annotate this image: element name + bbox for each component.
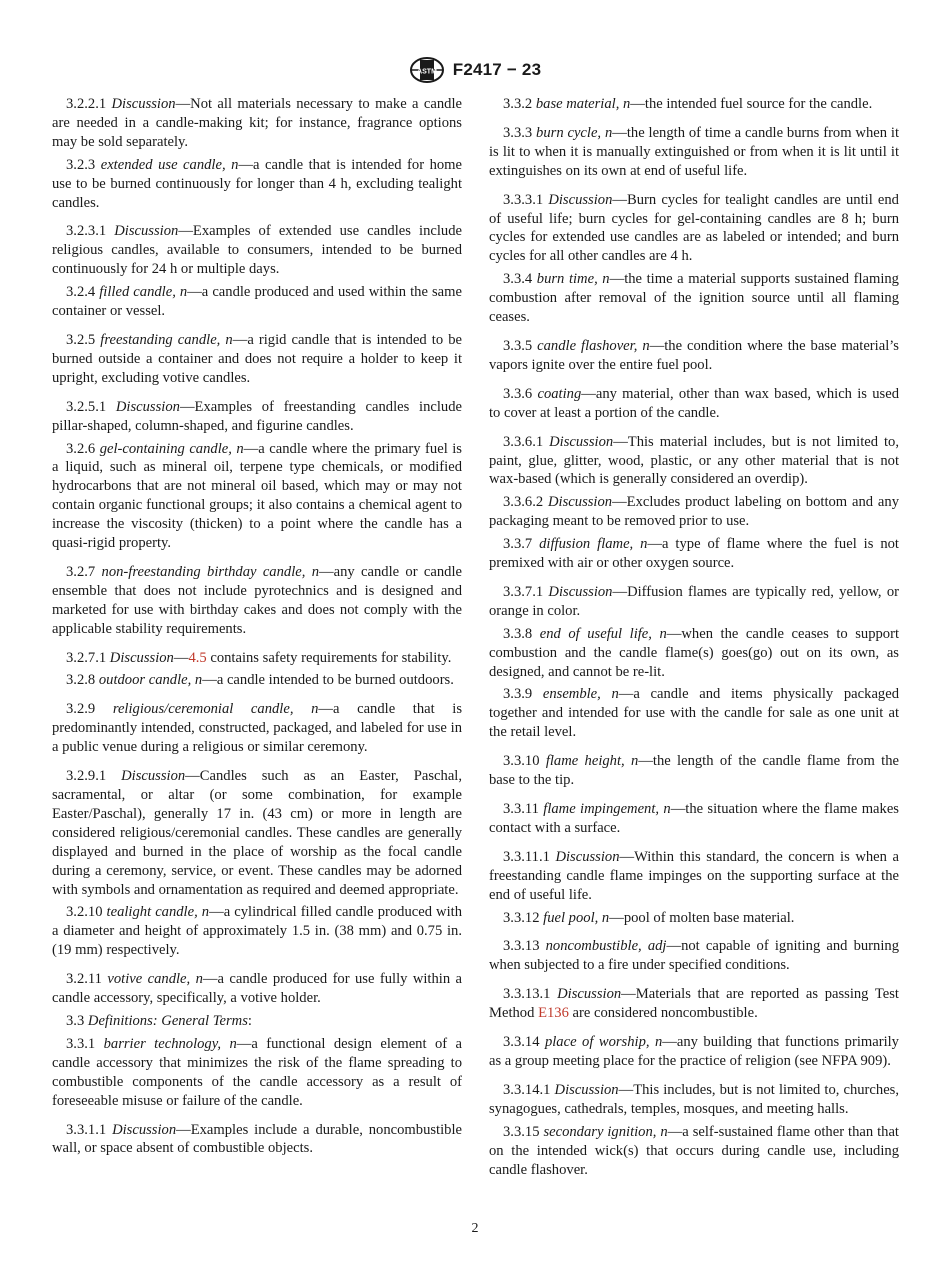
definition-text: contains safety requirements for stability. <box>206 649 452 666</box>
definition-text: any candle or candle ensemble that does not include pyrotechnics and is designed and marketed for use with birthday cakes and does not comply with the applicable stability requirements. <box>52 563 462 637</box>
definition-text: a candle that is intended for home use to be burned continuously for longer than 4 h, excluding tealight candles. <box>52 156 463 211</box>
em-dash: — <box>238 156 254 173</box>
definition-text: a type of flame where the fuel is not premixed with air or other oxygen source. <box>489 536 899 572</box>
em-dash: — <box>612 124 627 141</box>
em-dash: — <box>638 753 653 770</box>
defined-term: secondary ignition, n <box>543 1123 668 1140</box>
paragraph-3-3-5 <box>489 337 899 375</box>
definition-text: a cylindrical filled candle produced with a diameter and height of approximately 1.5 in. (38 mm) and 0.75 in. (19 mm) respectively. <box>52 904 462 959</box>
definition-text: Examples include a durable, noncombustible wall, or space absent of combustible objects. <box>52 1121 462 1157</box>
section-number: 3.2.3 <box>66 156 96 173</box>
section-number: 3.3.15 <box>503 1123 540 1140</box>
section-number: 3.3.7.1 <box>503 583 544 600</box>
page-number: 2 <box>471 1221 479 1236</box>
paragraph-3-2-6 <box>52 440 462 553</box>
definition-text: the condition where the base material’s vapors ignite over the entire fuel pool. <box>489 337 899 373</box>
defined-term: Discussion <box>557 986 622 1003</box>
section-number: 3.3.2 <box>503 96 533 112</box>
paragraph-3-2-5-1 <box>52 398 462 436</box>
definition-text: Candles such as an Easter, Paschal, sacramental, or altar (or some combination, for example Easter/Paschal), generally 17 in. (43 cm) or more in length are considered religious/ceremonial candles. These candles are generally displayed and burned in the place of worship as the focal candle during a ceremony, service, or event. These candles may be adorned with symbols and ornamentation as required and deemed appropriate. <box>52 768 462 898</box>
paragraph-3-3-10 <box>489 752 899 790</box>
definition-text: are considered noncombustible. <box>568 1005 758 1022</box>
em-dash: — <box>670 801 686 817</box>
paragraph-3-3-2 <box>489 95 899 114</box>
definition-text: Burn cycles for tealight candles are until end of useful life; burn cycles for gel-containing candles are 8 h; burn cycles for extended use candles are as labeled or intended; and burn cycles for all other candles are 4 h. <box>489 191 899 265</box>
paragraph-3-2-5 <box>52 331 462 388</box>
paragraph-3-3-12 <box>489 909 899 928</box>
paragraph-3-3-11-1 <box>489 848 899 905</box>
definition-text: a candle and items physically packaged together and intended for use with the candle for sale as one unit at the retail level. <box>489 686 899 741</box>
section-number: 3.2.9.1 <box>66 768 107 785</box>
defined-term: outdoor candle, n <box>98 672 203 689</box>
em-dash: — <box>649 337 665 354</box>
left-column <box>52 95 462 1162</box>
definition-text: Diffusion flames are typically red, yellow, or orange in color. <box>489 583 900 619</box>
section-number: 3.3.6.2 <box>503 494 544 511</box>
section-number: 3.3.9 <box>503 686 533 703</box>
em-dash: — <box>609 271 625 288</box>
right-column <box>489 95 899 1183</box>
section-number: 3.3.11.1 <box>503 848 550 865</box>
paragraph-3-2-9 <box>52 700 462 757</box>
defined-term: votive candle, n <box>107 971 203 988</box>
defined-term: candle flashover, n <box>537 337 650 354</box>
defined-term: flame height, n <box>545 753 639 770</box>
section-number: 3.2.9 <box>66 701 96 718</box>
definition-text: Examples of extended use candles include religious candles, available to consumers, intended to be burned continuously for 24 h or multiple days. <box>52 223 462 278</box>
em-dash: — <box>618 686 634 703</box>
definition-text: Examples of freestanding candles include pillar-shaped, column-shaped, and figurine candles. <box>52 398 462 434</box>
definition-text: the length of time a candle burns from when it is lit to when it is manually extinguished or from when it is lit until it extinguishes on its own at end of useful life. <box>489 124 900 179</box>
definition-text: a functional design element of a candle accessory that minimizes the risk of the flame spreading to combustible components of the candle accessory as a result of foreseeable misuse or failure of the candle. <box>52 1035 462 1109</box>
defined-term: Discussion <box>548 494 613 511</box>
section-number: 3.3.12 <box>503 909 540 926</box>
paragraph-3-3-13-1 <box>489 985 899 1023</box>
em-dash: — <box>667 1123 683 1140</box>
em-dash: — <box>319 563 334 580</box>
em-dash: — <box>647 536 663 553</box>
defined-term: Discussion <box>555 848 620 865</box>
defined-term: religious/ceremonial candle, n <box>112 701 319 718</box>
definition-text: the intended fuel source for the candle. <box>644 96 873 112</box>
em-dash: — <box>666 938 682 955</box>
section-number: 3.3.3.1 <box>503 191 544 208</box>
definition-text: Excludes product labeling on bottom and any packaging meant to be removed prior to use. <box>489 494 900 530</box>
definition-text: the time a material supports sustained flaming combustion after removal of the ignition source until all flaming ceases. <box>489 271 899 326</box>
em-dash: — <box>178 223 193 240</box>
paragraph-3-3-8 <box>489 625 899 682</box>
paragraph-3-3-6 <box>489 385 899 423</box>
defined-term: Discussion <box>549 433 614 450</box>
paragraph-3-2-2-1 <box>52 95 462 152</box>
definition-text: when the candle ceases to support combustion and the candle flame(s) goes(go) out on its own, as designed, and cannot be re-lit. <box>489 625 899 680</box>
paragraph-3-2-8 <box>52 671 462 690</box>
definition-text: a candle intended to be burned outdoors. <box>216 672 454 689</box>
defined-term: Discussion <box>109 649 174 666</box>
section-number: 3.3.8 <box>503 625 533 642</box>
definition-text: any building that functions primarily as a group meeting place for the practice of religion (see NFPA 909). <box>489 1034 899 1069</box>
defined-term: Discussion <box>115 398 180 415</box>
em-dash: — <box>612 583 628 600</box>
em-dash: — <box>185 768 200 785</box>
em-dash: — <box>318 701 333 718</box>
section-number: 3.3.4 <box>503 271 533 288</box>
paragraph-3-2-11 <box>52 970 462 1008</box>
section-number: 3.2.6 <box>66 440 96 457</box>
paragraph-3-3-6-2 <box>489 493 899 531</box>
page-header <box>0 55 950 85</box>
paragraph-3-3-13 <box>489 937 899 975</box>
section-number: 3.3.13.1 <box>503 986 551 1003</box>
paragraph-3-2-3-1 <box>52 222 462 279</box>
em-dash: — <box>236 1035 252 1052</box>
section-number: 3.2.7.1 <box>66 649 107 666</box>
defined-term: place of worship, n <box>544 1034 663 1051</box>
section-number: 3.3.6.1 <box>503 433 544 450</box>
paragraph-3-3-1-1 <box>52 1121 462 1159</box>
defined-term: Discussion <box>548 583 613 600</box>
defined-term: barrier technology, n <box>103 1035 237 1052</box>
defined-term: freestanding candle, n <box>100 331 233 348</box>
paragraph-3-2-7 <box>52 563 462 639</box>
section-number: 3.3.1 <box>66 1035 96 1052</box>
definition-text: the situation where the flame makes contact with a surface. <box>489 801 899 836</box>
definition-text: not capable of igniting and burning when subjected to a fire under specified conditions. <box>489 938 899 974</box>
paragraph-3-2-7-1 <box>52 649 462 668</box>
section-number: 3.3.7 <box>503 536 533 553</box>
definition-text: any material, other than wax based, which is used to cover at least a portion of the candle. <box>489 385 899 421</box>
section-number: 3.3.3 <box>503 124 533 141</box>
paragraph-3-3-1 <box>52 1035 462 1111</box>
paragraph-3-3 <box>52 1012 462 1031</box>
em-dash: — <box>202 672 217 689</box>
defined-term: Discussion <box>114 223 179 240</box>
paragraph-3-3-4 <box>489 270 899 327</box>
paragraph-3-3-6-1 <box>489 433 899 490</box>
paragraph-3-3-15 <box>489 1123 899 1180</box>
paragraph-3-2-9-1 <box>52 767 462 899</box>
svg-text:ASTM: ASTM <box>416 68 437 76</box>
em-dash: — <box>232 331 248 348</box>
defined-term: end of useful life, n <box>539 625 667 642</box>
em-dash: — <box>662 1034 677 1051</box>
em-dash: — <box>612 191 627 208</box>
section-number: 3.3.6 <box>503 385 533 402</box>
section-number: 3.3.14.1 <box>503 1081 551 1098</box>
defined-term: non-freestanding birthday candle, n <box>101 563 320 580</box>
defined-term: flame impingement, n <box>543 801 671 817</box>
definition-text: Not all materials necessary to make a candle are needed in a candle-making kit; for instance, fragrance options may be sold separately. <box>52 96 462 150</box>
definition-text: This includes, but is not limited to, churches, synagogues, cathedrals, temples, mosques, and meeting halls. <box>489 1081 899 1117</box>
paragraph-3-3-14-1 <box>489 1081 899 1119</box>
paragraph-3-3-11 <box>489 800 899 838</box>
defined-term: base material, n <box>535 96 631 112</box>
paragraph-3-3-7-1 <box>489 583 899 621</box>
defined-term: Discussion <box>554 1081 619 1098</box>
definition-text: a candle produced for use fully within a candle accessory, specifically, a votive holder. <box>52 971 463 1007</box>
defined-term: Discussion <box>112 1121 177 1138</box>
defined-term: burn cycle, n <box>536 124 613 141</box>
definition-text: a candle that is predominantly intended, constructed, packaged, and labeled for use in a public venue during a religious or similar ceremony. <box>52 701 463 756</box>
section-number: 3.2.5.1 <box>66 398 107 415</box>
definition-text: a candle where the primary fuel is a liquid, such as mineral oil, terpene type chemicals, or modified hydrocarbons that are not mineral oil based, which may or may not contain organic functional groups; it also contains a chemical agent to increase the viscosity (thicken) to a point where the candle has a quasi-rigid property. <box>52 440 462 552</box>
paragraph-3-3-9 <box>489 685 899 742</box>
em-dash: — <box>612 494 627 511</box>
paragraph-3-3-3-1 <box>489 191 899 267</box>
em-dash: — <box>613 433 628 450</box>
em-dash: — <box>618 1081 634 1098</box>
defined-term: coating <box>537 385 582 402</box>
definition-text: Materials that are reported as passing Test Method <box>489 986 899 1022</box>
paragraph-3-3-7 <box>489 535 899 573</box>
em-dash: — <box>176 1121 191 1138</box>
defined-term: burn time, n <box>536 271 610 288</box>
defined-term: noncombustible, adj <box>545 938 667 955</box>
section-number: 3.2.2.1 <box>66 96 107 112</box>
defined-term: tealight candle, n <box>106 904 210 921</box>
definition-text: pool of molten base material. <box>623 909 795 926</box>
defined-term: filled candle, n <box>99 284 188 301</box>
defined-term: Definitions: General Terms <box>87 1012 248 1029</box>
em-dash: — <box>243 440 259 457</box>
definition-text: a rigid candle that is intended to be burned outside a container and does not require a holder to keep it upright, excluding votive candles. <box>52 331 463 386</box>
em-dash: — <box>209 904 224 921</box>
definition-text: : <box>247 1012 252 1029</box>
section-number: 3.3.5 <box>503 337 533 354</box>
defined-term: fuel pool, n <box>543 909 610 926</box>
paragraph-3-2-4 <box>52 283 462 321</box>
section-number: 3.2.3.1 <box>66 223 107 240</box>
section-number: 3.2.11 <box>66 971 102 988</box>
em-dash: — <box>609 909 624 926</box>
definition-text: a self-sustained flame other than that on the intended wick(s) that occurs during candle use, including candle flashover. <box>489 1123 899 1178</box>
em-dash: — <box>630 96 645 112</box>
defined-term: gel-containing candle, n <box>99 440 244 457</box>
definition-text: a candle produced and used within the same container or vessel. <box>52 284 462 320</box>
section-number: 3.2.10 <box>66 904 103 921</box>
cross-reference-link[interactable]: E136 <box>538 1005 569 1022</box>
em-dash: — <box>179 398 195 415</box>
em-dash: — <box>666 625 682 642</box>
section-number: 3.3 <box>66 1012 85 1029</box>
em-dash: — <box>619 848 635 865</box>
section-number: 3.2.8 <box>66 672 96 689</box>
standard-designation: F2417 − 23 <box>452 60 542 79</box>
defined-term: ensemble, n <box>542 686 619 703</box>
em-dash: — <box>581 385 596 402</box>
section-number: 3.2.7 <box>66 563 96 580</box>
defined-term: diffusion flame, n <box>539 536 648 553</box>
section-number: 3.3.1.1 <box>66 1121 107 1138</box>
em-dash: — <box>621 986 636 1003</box>
defined-term: Discussion <box>548 191 613 208</box>
em-dash: — <box>175 96 191 112</box>
section-number: 3.3.14 <box>503 1034 540 1051</box>
em-dash: — <box>187 284 202 301</box>
section-number: 3.3.11 <box>503 801 539 817</box>
cross-reference-link[interactable]: 4.5 <box>188 649 207 666</box>
paragraph-3-2-10 <box>52 903 462 960</box>
em-dash: — <box>202 971 218 988</box>
definition-text: Within this standard, the concern is when a freestanding candle flame impinges on the supporting surface at the end of useful life. <box>489 848 899 903</box>
paragraph-3-3-3 <box>489 124 899 181</box>
paragraph-3-2-3 <box>52 156 462 213</box>
defined-term: Discussion <box>121 768 186 785</box>
definition-text: the length of the candle flame from the base to the tip. <box>489 753 899 789</box>
em-dash: — <box>173 649 189 666</box>
defined-term: extended use candle, n <box>100 156 239 173</box>
astm-logo-icon <box>409 56 445 84</box>
section-number: 3.2.5 <box>66 331 96 348</box>
definition-text: This material includes, but is not limited to, paint, glue, glitter, wood, plastic, or any other material that is not wax-based (which is generally considered an overdip). <box>489 433 899 488</box>
section-number: 3.2.4 <box>66 284 96 301</box>
defined-term: Discussion <box>111 96 176 112</box>
section-number: 3.3.13 <box>503 938 540 955</box>
paragraph-3-3-14 <box>489 1033 899 1071</box>
section-number: 3.3.10 <box>503 753 540 770</box>
